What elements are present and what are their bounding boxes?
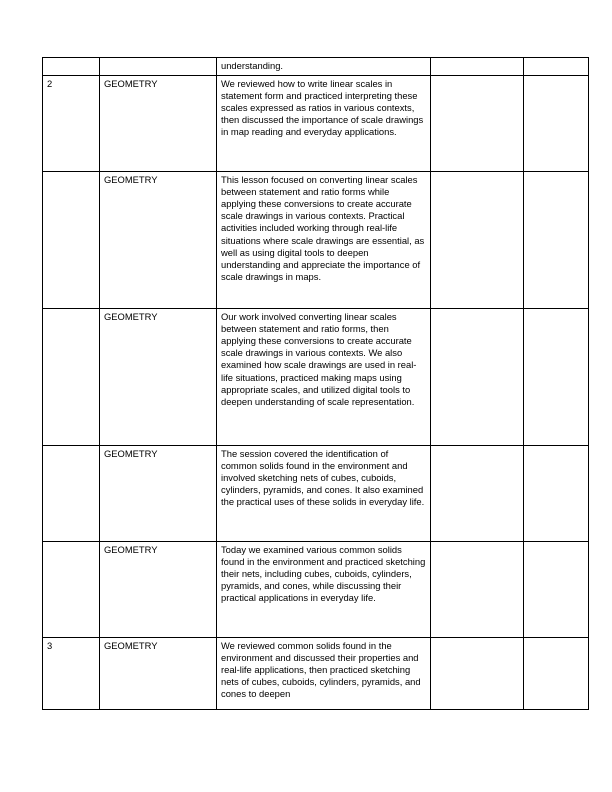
reflection-cell: Our work involved converting linear scales between statement and ratio forms, then applying these conversions to create accurate scale drawings in various contexts. We also examined how scale drawings are used in real-life situations, practiced making maps using appropriate scales, and utilized digital tools to deepen understanding of scale representation. xyxy=(217,309,431,446)
table-row xyxy=(43,542,589,638)
week-cell xyxy=(43,58,100,76)
empty-cell xyxy=(524,309,589,446)
strand-cell xyxy=(100,58,217,76)
empty-cell xyxy=(524,76,589,172)
empty-cell xyxy=(431,172,524,309)
week-cell: 3 xyxy=(43,638,100,710)
strand-cell: GEOMETRY xyxy=(100,446,217,542)
empty-cell xyxy=(524,542,589,638)
table-row xyxy=(43,58,589,76)
week-cell: 2 xyxy=(43,76,100,172)
empty-cell xyxy=(431,76,524,172)
empty-cell xyxy=(431,638,524,710)
reflection-cell: We reviewed common solids found in the environment and discussed their properties and real-life applications, then practiced sketching nets of cubes, cuboids, cylinders, pyramids, and cones to deepen xyxy=(217,638,431,710)
strand-cell: GEOMETRY xyxy=(100,309,217,446)
reflection-cell: The session covered the identification of common solids found in the environment and involved sketching nets of cubes, cuboids, cylinders, pyramids, and cones. It also examined the practical uses of these solids in everyday life. xyxy=(217,446,431,542)
strand-cell: GEOMETRY xyxy=(100,542,217,638)
table-row xyxy=(43,76,589,172)
table-row xyxy=(43,309,589,446)
strand-cell: GEOMETRY xyxy=(100,76,217,172)
empty-cell xyxy=(524,446,589,542)
empty-cell xyxy=(431,446,524,542)
empty-cell xyxy=(524,638,589,710)
week-cell xyxy=(43,446,100,542)
reflection-cell: understanding. xyxy=(217,58,431,76)
empty-cell xyxy=(524,172,589,309)
table-row xyxy=(43,446,589,542)
table-row xyxy=(43,638,589,710)
strand-cell: GEOMETRY xyxy=(100,172,217,309)
week-cell xyxy=(43,172,100,309)
strand-cell: GEOMETRY xyxy=(100,638,217,710)
empty-cell xyxy=(431,309,524,446)
week-cell xyxy=(43,542,100,638)
table-row xyxy=(43,172,589,309)
empty-cell xyxy=(524,58,589,76)
week-cell xyxy=(43,309,100,446)
reflection-cell: Today we examined various common solids found in the environment and practiced sketching their nets, including cubes, cuboids, cylinders, pyramids, and cones, while discussing their practical applications in everyday life. xyxy=(217,542,431,638)
empty-cell xyxy=(431,542,524,638)
reflection-cell: This lesson focused on converting linear scales between statement and ratio forms while applying these conversions to create accurate scale drawings in various contexts. Practical activities included working through real-life situations where scale drawings are essential, as well as using digital tools to deepen understanding and appreciate the importance of scale drawings in maps. xyxy=(217,172,431,309)
lesson-log-table xyxy=(42,57,589,710)
empty-cell xyxy=(431,58,524,76)
reflection-cell: We reviewed how to write linear scales in statement form and practiced interpreting these scales expressed as ratios in various contexts, then discussed the importance of scale drawings in map reading and everyday applications. xyxy=(217,76,431,172)
